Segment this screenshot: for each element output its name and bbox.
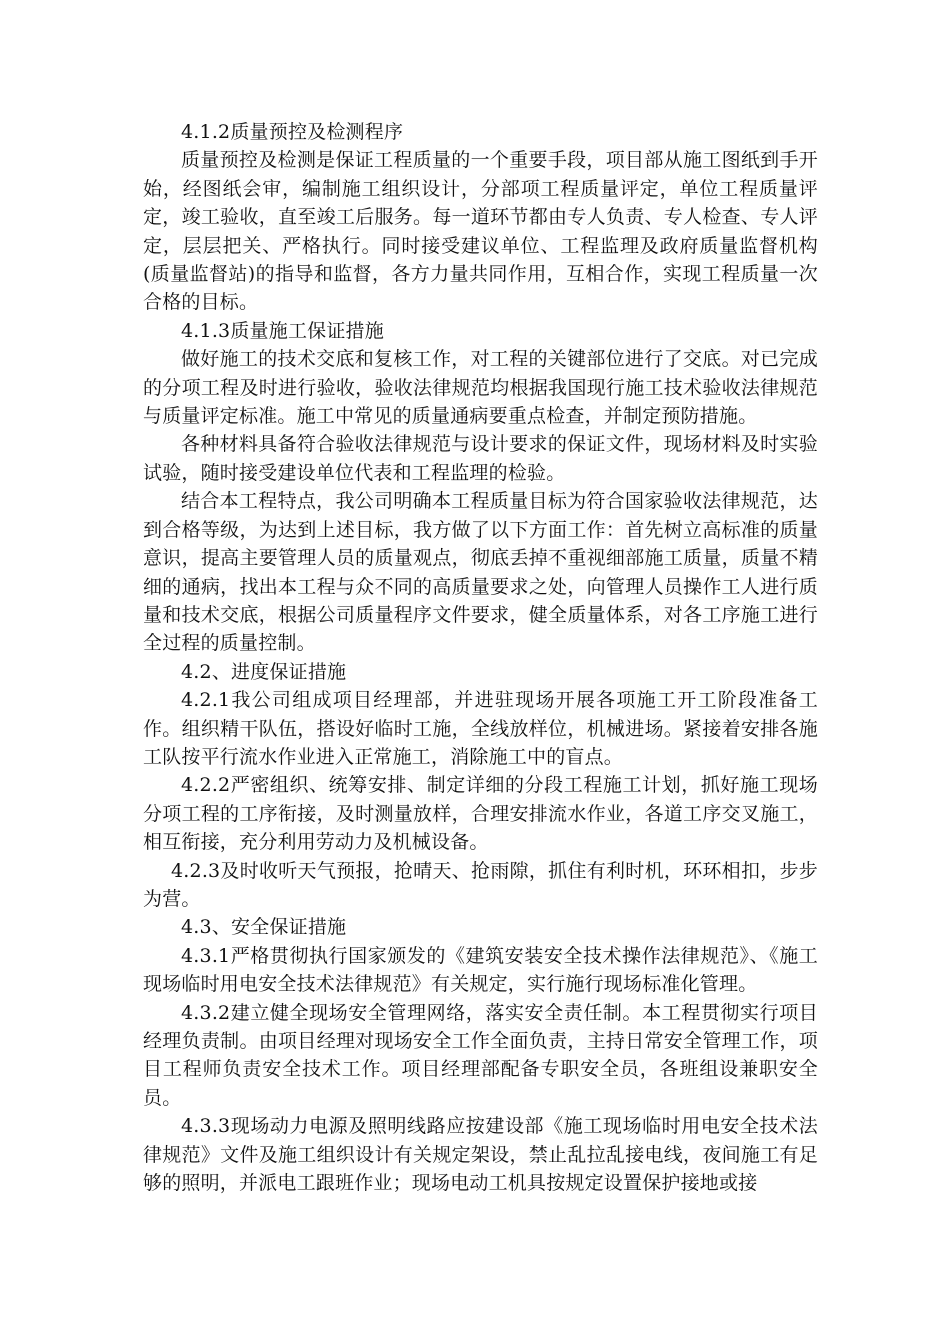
paragraph-4-3-1: 4.3.1严格贯彻执行国家颁发的《建筑安装安全技术操作法律规范》、《施工现场临时用电安全技术法律规范》有关规定，实行施行现场标准化管理。 [143,944,818,996]
paragraph-quality-precontrol: 质量预控及检测是保证工程质量的一个重要手段，项目部从施工图纸到手开始，经图纸会审，编制施工组织设计，分部项工程质量评定，单位工程质量评定，竣工验收，直至竣工后服务。每一道环节都由专人负责、专人检查、专人评定，层层把关、严格执行。同时接受建议单位、工程监理及政府质量监督机构(质量监督站)的指导和监督，各方力量共同作用，互相合作，实现工程质量一次合格的目标。 [143,149,818,314]
section-heading-4-2: 4.2、进度保证措施 [181,660,347,683]
paragraph-4-3-2: 4.3.2建立健全现场安全管理网络，落实安全责任制。本工程贯彻实行项目经理负责制。由项目经理对现场安全工作全面负责，主持日常安全管理工作，项目工程师负责安全技术工作。项目经理部配备专职安全员，各班组设兼职安全员。 [143,1001,818,1109]
section-heading-4-3: 4.3、安全保证措施 [181,916,347,939]
paragraph-4-2-2: 4.2.2严密组织、统筹安排、制定详细的分段工程施工计划，抓好施工现场分项工程的工序衔接，及时测量放样，合理安排流水作业，各道工序交叉施工，相互衔接，充分利用劳动力及机械设备。 [143,774,818,854]
paragraph-materials: 各种材料具备符合验收法律规范与设计要求的保证文件，现场材料及时实验试验，随时接受建设单位代表和工程监理的检验。 [143,433,818,484]
section-heading-4-1-2: 4.1.2质量预控及检测程序 [181,121,404,143]
paragraph-quality-target: 结合本工程特点，我公司明确本工程质量目标为符合国家验收法律规范，达到合格等级，为达到上述目标，我方做了以下方面工作：首先树立高标准的质量意识，提高主要管理人员的质量观点，彻底丢掉不重视细部施工质量，质量不精细的通病，找出本工程与众不同的高质量要求之处，向管理人员操作工人进行质量和技术交底，根据公司质量程序文件要求，健全质量体系，对各工序施工进行全过程的质量控制。 [143,490,818,655]
paragraph-4-2-1: 4.2.1我公司组成项目经理部，并进驻现场开展各项施工开工阶段准备工作。组织精干队伍，搭设好临时工施，全线放样位，机械进场。紧接着安排各施工队按平行流水作业进入正常施工，消除施工中的盲点。 [143,689,818,768]
paragraph-technical-disclosure: 做好施工的技术交底和复核工作，对工程的关键部位进行了交底。对已完成的分项工程及时进行验收，验收法律规范均根据我国现行施工技术验收法律规范与质量评定标准。施工中常见的质量通病要重点检查，并制定预防措施。 [143,348,818,428]
section-heading-4-1-3: 4.1.3质量施工保证措施 [181,319,384,342]
document-page [143,118,818,1197]
paragraph-4-3-3: 4.3.3现场动力电源及照明线路应按建设部《施工现场临时用电安全技术法律规范》文件及施工组织设计有关规定架设，禁止乱拉乱接电线，夜间施工有足够的照明，并派电工跟班作业；现场电动工机具按规定设置保护接地或接 [143,1115,818,1195]
paragraph-4-2-3: 4.2.3及时收听天气预报，抢晴天、抢雨隙，抓住有利时机，环环相扣，步步为营。 [143,859,818,910]
